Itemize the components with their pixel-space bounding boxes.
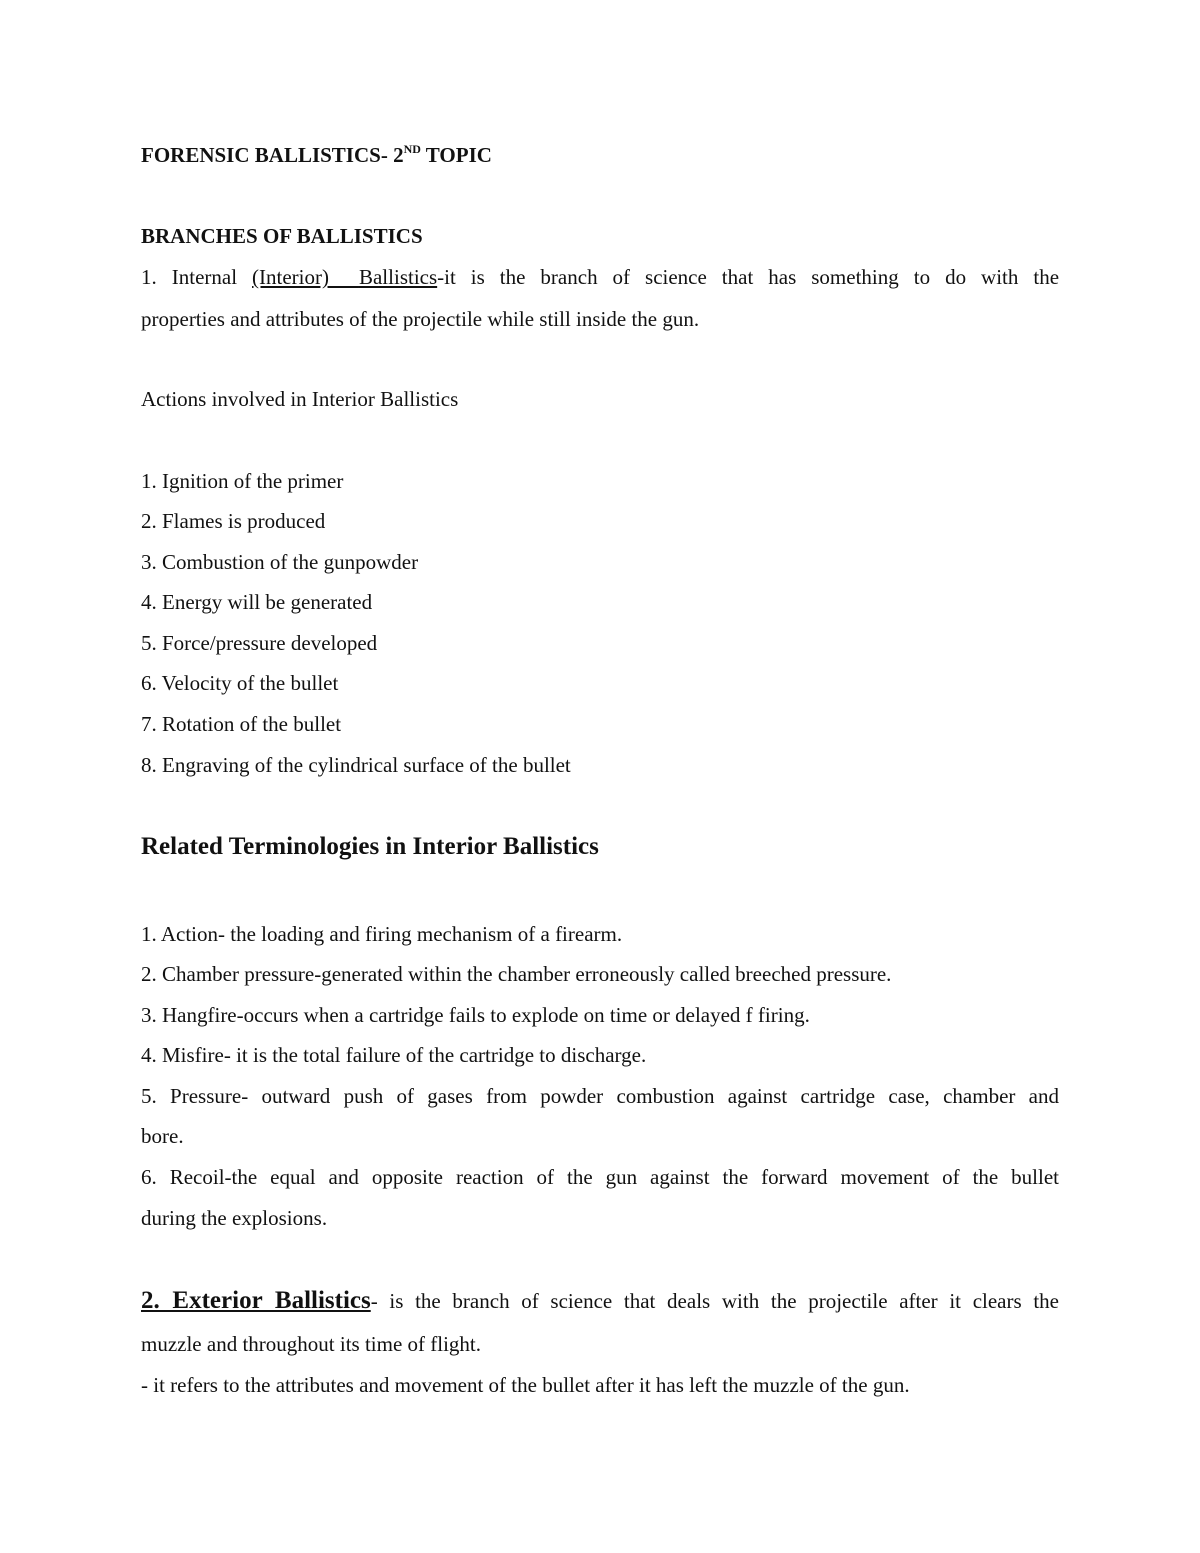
terminologies-heading: Related Terminologies in Interior Ballistics [141,833,599,860]
internal-term-ballistics: Ballistics [358,265,438,289]
terminology-pressure-line-1: 5. Pressure- outward push of gases from powder combustion against cartridge case, chamber and [141,1084,1059,1108]
internal-definition: -it is the branch of science that has something to do with the [437,265,1060,289]
internal-term-interior: (Interior) [252,265,329,289]
action-item: 5. Force/pressure developed [141,631,378,655]
internal-number: 1. Internal [141,265,253,289]
internal-term-gap [329,265,359,289]
internal-ballistics-line-2: properties and attributes of the projectile while still inside the gun. [141,307,700,331]
terminology-pressure-line-2: bore. [141,1124,184,1148]
terminology-action: 1. Action- the loading and firing mechanism of a firearm. [141,922,623,946]
exterior-ballistics-heading: 2. Exterior Ballistics [141,1287,371,1314]
action-item: 4. Energy will be generated [141,590,373,614]
internal-ballistics-line-1 [141,263,1059,291]
title-superscript: ND [403,142,421,156]
action-item: 6. Velocity of the bullet [141,671,339,695]
terminology-recoil-line-1: 6. Recoil-the equal and opposite reaction of the gun against the forward movement of the bullet [141,1165,1059,1189]
action-item: 8. Engraving of the cylindrical surface of the bullet [141,753,571,777]
action-item: 7. Rotation of the bullet [141,712,342,736]
title-text: FORENSIC BALLISTICS- 2 [141,143,404,167]
title-suffix: TOPIC [420,143,492,167]
terminology-hangfire: 3. Hangfire-occurs when a cartridge fails to explode on time or delayed f firing. [141,1003,810,1027]
terminology-misfire: 4. Misfire- it is the total failure of the cartridge to discharge. [141,1043,647,1067]
terminology-chamber-pressure: 2. Chamber pressure-generated within the chamber erroneously called breeched pressure. [141,962,892,986]
exterior-ballistics-line-3: - it refers to the attributes and movement of the bullet after it has left the muzzle of the gun. [141,1373,910,1397]
actions-heading: Actions involved in Interior Ballistics [141,387,459,411]
exterior-ballistics-line-1 [141,1287,1059,1315]
action-item: 3. Combustion of the gunpowder [141,550,419,574]
terminology-recoil-line-2: during the explosions. [141,1206,328,1230]
document-title [141,141,1059,169]
exterior-definition: - is the branch of science that deals with the projectile after it clears the [370,1289,1059,1313]
branches-heading: BRANCHES OF BALLISTICS [141,224,423,248]
action-item: 2. Flames is produced [141,509,326,533]
exterior-ballistics-line-2: muzzle and throughout its time of flight. [141,1332,482,1356]
action-item: 1. Ignition of the primer [141,469,344,493]
